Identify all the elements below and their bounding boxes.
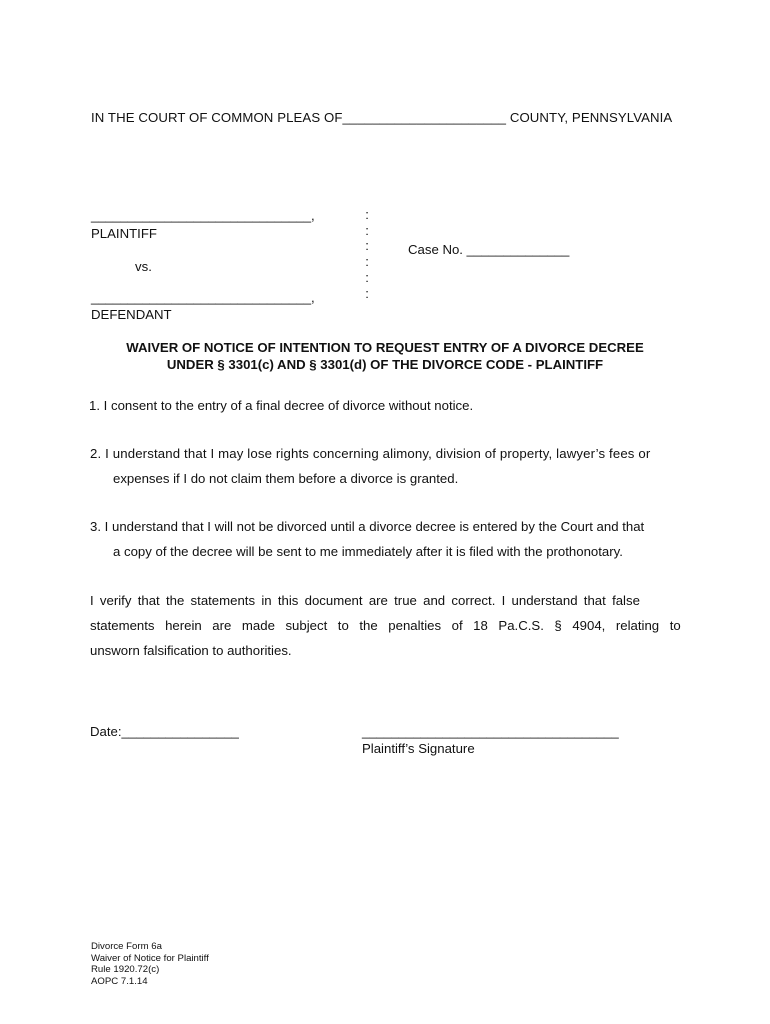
verification-line-2: statements herein are made subject to the penalties of 18 Pa.C.S. § 4904, relating to [90, 618, 681, 633]
court-heading-suffix: COUNTY, PENNSYLVANIA [506, 110, 673, 125]
form-footer [91, 941, 209, 987]
statement-3-line-2: a copy of the decree will be sent to me immediately after it is filed with the prothonotary. [113, 544, 623, 559]
form-title-line-1: WAIVER OF NOTICE OF INTENTION TO REQUEST ENTRY OF A DIVORCE DECREE [126, 340, 644, 355]
statement-1: 1. I consent to the entry of a final decree of divorce without notice. [89, 398, 474, 413]
court-heading [91, 110, 672, 125]
footer-form-name: Waiver of Notice for Plaintiff [91, 952, 209, 964]
court-heading-prefix: IN THE COURT OF COMMON PLEAS OF [91, 110, 343, 125]
defendant-label: DEFENDANT [91, 307, 172, 322]
caption-divider-colons: : : : : : : [365, 207, 369, 301]
statement-2-line-1: 2. I understand that I may lose rights concerning alimony, division of property, lawyer’s fees or [90, 446, 651, 461]
verification-line-1: I verify that the statements in this document are true and correct. I understand that false [90, 593, 640, 608]
footer-version: AOPC 7.1.14 [91, 975, 148, 987]
county-blank: ______________________ [342, 110, 507, 125]
plaintiff-label: PLAINTIFF [91, 226, 157, 241]
plaintiff-name-line: ______________________________, [91, 208, 315, 223]
form-title-line-2: UNDER § 3301(c) AND § 3301(d) OF THE DIVORCE CODE - PLAINTIFF [166, 357, 604, 372]
signature-label: Plaintiff’s Signature [362, 741, 475, 756]
date-field: Date:________________ [90, 724, 239, 739]
defendant-name-line: ______________________________, [91, 290, 315, 305]
versus-label: vs. [135, 259, 152, 274]
footer-rule: Rule 1920.72(c) [91, 964, 160, 976]
verification-line-3: unsworn falsification to authorities. [90, 643, 292, 658]
case-number-field: Case No. ______________ [408, 242, 570, 257]
footer-form-number: Divorce Form 6a [91, 941, 162, 952]
statement-3-line-1: 3. I understand that I will not be divorced until a divorce decree is entered by the Court and that [90, 519, 645, 534]
statement-2-line-2: expenses if I do not claim them before a divorce is granted. [113, 471, 459, 486]
signature-line: ___________________________________ [362, 724, 619, 739]
